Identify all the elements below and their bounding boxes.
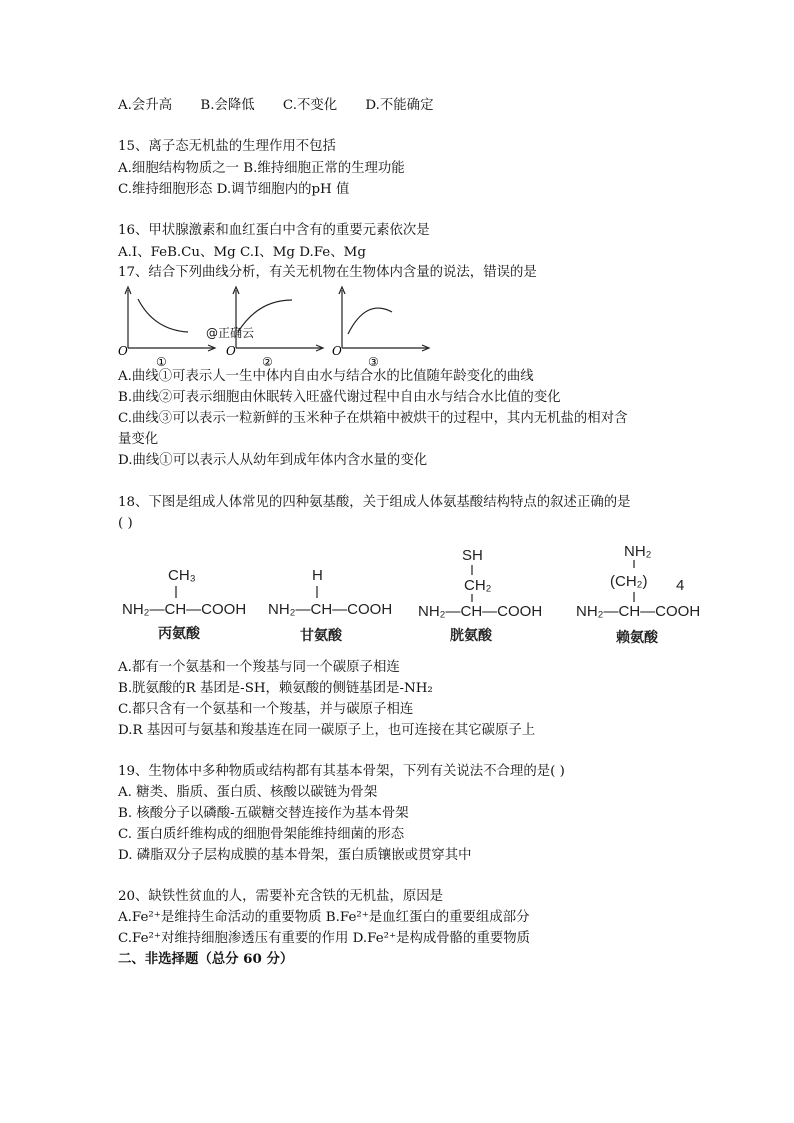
q17-curve-2: [238, 300, 292, 332]
alanine-name: 丙氨酸: [158, 626, 200, 642]
cysteine-r-group: CH₂: [464, 577, 492, 594]
q19-option-c: C. 蛋白质纤维构成的细胞骨架能维持细菌的形态: [118, 827, 405, 842]
lysine-r-group: (CH₂): [610, 573, 648, 590]
q17-stem: 17、结合下列曲线分析，有关无机物在生物体内含量的说法，错误的是: [118, 265, 537, 280]
alanine-r-group: CH₃: [168, 567, 196, 584]
q15-options-line2: C.维持细胞形态 D.调节细胞内的pH 值: [118, 182, 350, 197]
q14-option-d: D.不能确定: [365, 98, 434, 113]
glycine-formula: NH₂—CH—COOH: [268, 601, 393, 618]
q14-options: [118, 97, 457, 115]
q20-stem: 20、缺铁性贫血的人，需要补充含铁的无机盐，原因是: [118, 889, 444, 904]
amino-acid-cysteine: [414, 544, 554, 654]
q19-option-d: D. 磷脂双分子层构成膜的基本骨架，蛋白质镶嵌或贯穿其中: [118, 848, 472, 863]
q18-paren: ( ): [118, 516, 133, 531]
q17-option-a: A.曲线①可表示人一生中体内自由水与结合水的比值随年龄变化的曲线: [118, 369, 534, 384]
lysine-subscript: 4: [676, 577, 685, 594]
q17-curve-1: [138, 299, 188, 332]
q17-graph1-origin: O: [118, 344, 128, 358]
glycine-r-group: H: [312, 567, 323, 584]
q17-option-c-line2: 量变化: [118, 432, 159, 447]
q18-option-a: A.都有一个氨基和一个羧基与同一个碳原子相连: [118, 660, 400, 675]
cysteine-r-group-top: SH: [462, 547, 483, 564]
q19-option-b: B. 核酸分子以磷酸-五碳糖交替连接作为基本骨架: [118, 806, 409, 821]
amino-acid-lysine: [572, 544, 722, 654]
cysteine-formula: NH₂—CH—COOH: [418, 603, 543, 620]
q20-options-line2: C.Fe²⁺对维持细胞渗透压有重要的作用 D.Fe²⁺是构成骨骼的重要物质: [118, 931, 531, 946]
lysine-formula: NH₂—CH—COOH: [576, 603, 701, 620]
q15-options-line1: A.细胞结构物质之一 B.维持细胞正常的生理功能: [118, 161, 405, 176]
q20-options-line1: A.Fe²⁺是维持生命活动的重要物质 B.Fe²⁺是血红蛋白的重要组成部分: [118, 910, 530, 925]
q14-option-c: C.不变化: [282, 98, 338, 113]
q17-graph2-label: ②: [262, 355, 273, 368]
q17-option-c-line1: C.曲线③可以表示一粒新鲜的玉米种子在烘箱中被烘干的过程中，其内无机盐的相对含: [118, 411, 628, 426]
q17-graph3-label: ③: [368, 355, 379, 368]
q17-graph-3: [330, 284, 434, 368]
q14-option-a: A.会升高: [118, 98, 173, 113]
amino-acid-glycine: [264, 544, 404, 654]
lysine-name: 赖氨酸: [616, 630, 658, 646]
watermark: @正确云: [206, 326, 255, 340]
q17-graph2-origin: O: [226, 344, 236, 358]
q17-graph1-label: ①: [156, 355, 167, 368]
q19-stem: 19、生物体中多种物质或结构都有其基本骨架，下列有关说法不合理的是( ): [118, 764, 565, 779]
q16-stem: 16、甲状腺激素和血红蛋白中含有的重要元素依次是: [118, 223, 430, 238]
lysine-r-group-top: NH₂: [624, 544, 652, 560]
q17-curve-3: [348, 308, 392, 334]
alanine-formula: NH₂—CH—COOH: [122, 601, 247, 618]
q14-option-b: B.会降低: [200, 98, 255, 113]
q17-option-b: B.曲线②可表示细胞由休眠转入旺盛代谢过程中自由水与结合水比值的变化: [118, 390, 561, 405]
q17-graph3-origin: O: [332, 344, 342, 358]
q18-option-b: B.胱氨酸的R 基团是-SH，赖氨酸的侧链基团是-NH₂: [118, 681, 433, 696]
q16-options: A.I、FeB.Cu、Mg C.I、Mg D.Fe、Mg: [118, 245, 366, 260]
q18-option-c: C.都只含有一个氨基和一个羧基，并与碳原子相连: [118, 702, 414, 717]
q17-graph-2: [224, 284, 328, 368]
q15-stem: 15、离子态无机盐的生理作用不包括: [118, 139, 336, 154]
amino-acid-alanine: [118, 544, 258, 654]
q18-stem: 18、下图是组成人体常见的四种氨基酸，关于组成人体氨基酸结构特点的叙述正确的是: [118, 495, 631, 510]
cysteine-name: 胱氨酸: [450, 628, 492, 644]
glycine-name: 甘氨酸: [300, 628, 342, 644]
q19-option-a: A. 糖类、脂质、蛋白质、核酸以碳链为骨架: [118, 785, 378, 800]
q18-option-d: D.R 基因可与氨基和羧基连在同一碳原子上，也可连接在其它碳原子上: [118, 723, 536, 738]
q17-option-d: D.曲线①可以表示人从幼年到成年体内含水量的变化: [118, 453, 428, 468]
q17-graph-1: [116, 284, 220, 368]
section-2-heading: 二、非选择题（总分 60 分）: [118, 951, 294, 967]
